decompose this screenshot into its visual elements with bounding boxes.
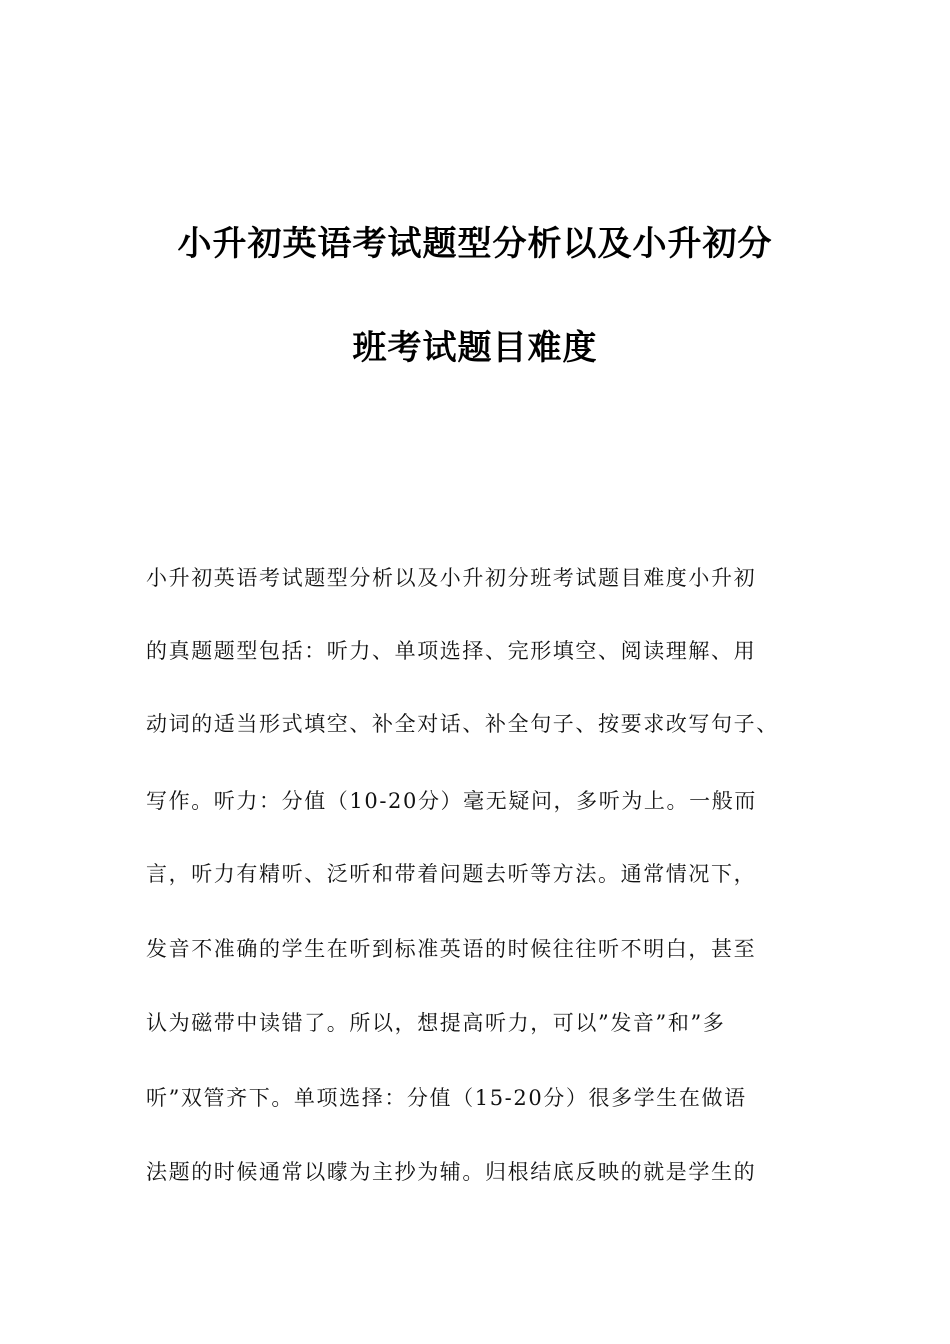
body-line-9: 法题的时候通常以曚为主抄为辅。归根结底反映的就是学生的 (146, 1160, 757, 1184)
body-line-6: 发音不准确的学生在听到标准英语的时候往往听不明白，甚至 (146, 937, 757, 961)
body-line-1: 小升初英语考试题型分析以及小升初分班考试题目难度小升初 (146, 566, 757, 590)
body-line-3: 动词的适当形式填空、补全对话、补全句子、按要求改写句子、 (146, 712, 779, 736)
body-line-4: 写作。听力：分值（10-20分）毫无疑问，多听为上。一般而 (146, 789, 757, 813)
body-line-2: 的真题题型包括：听力、单项选择、完形填空、阅读理解、用 (146, 639, 757, 663)
body-line-5: 言，听力有精听、泛听和带着问题去听等方法。通常情况下， (146, 862, 757, 886)
document-title-line-2: 班考试题目难度 (352, 328, 598, 368)
body-line-7: 认为磁带中读错了。所以，想提高听力，可以”发音”和”多 (146, 1011, 726, 1035)
body-line-8: 听”双管齐下。单项选择：分值（15-20分）很多学生在做语 (146, 1086, 747, 1110)
document-title-line-1: 小升初英语考试题型分析以及小升初分 (177, 224, 773, 264)
